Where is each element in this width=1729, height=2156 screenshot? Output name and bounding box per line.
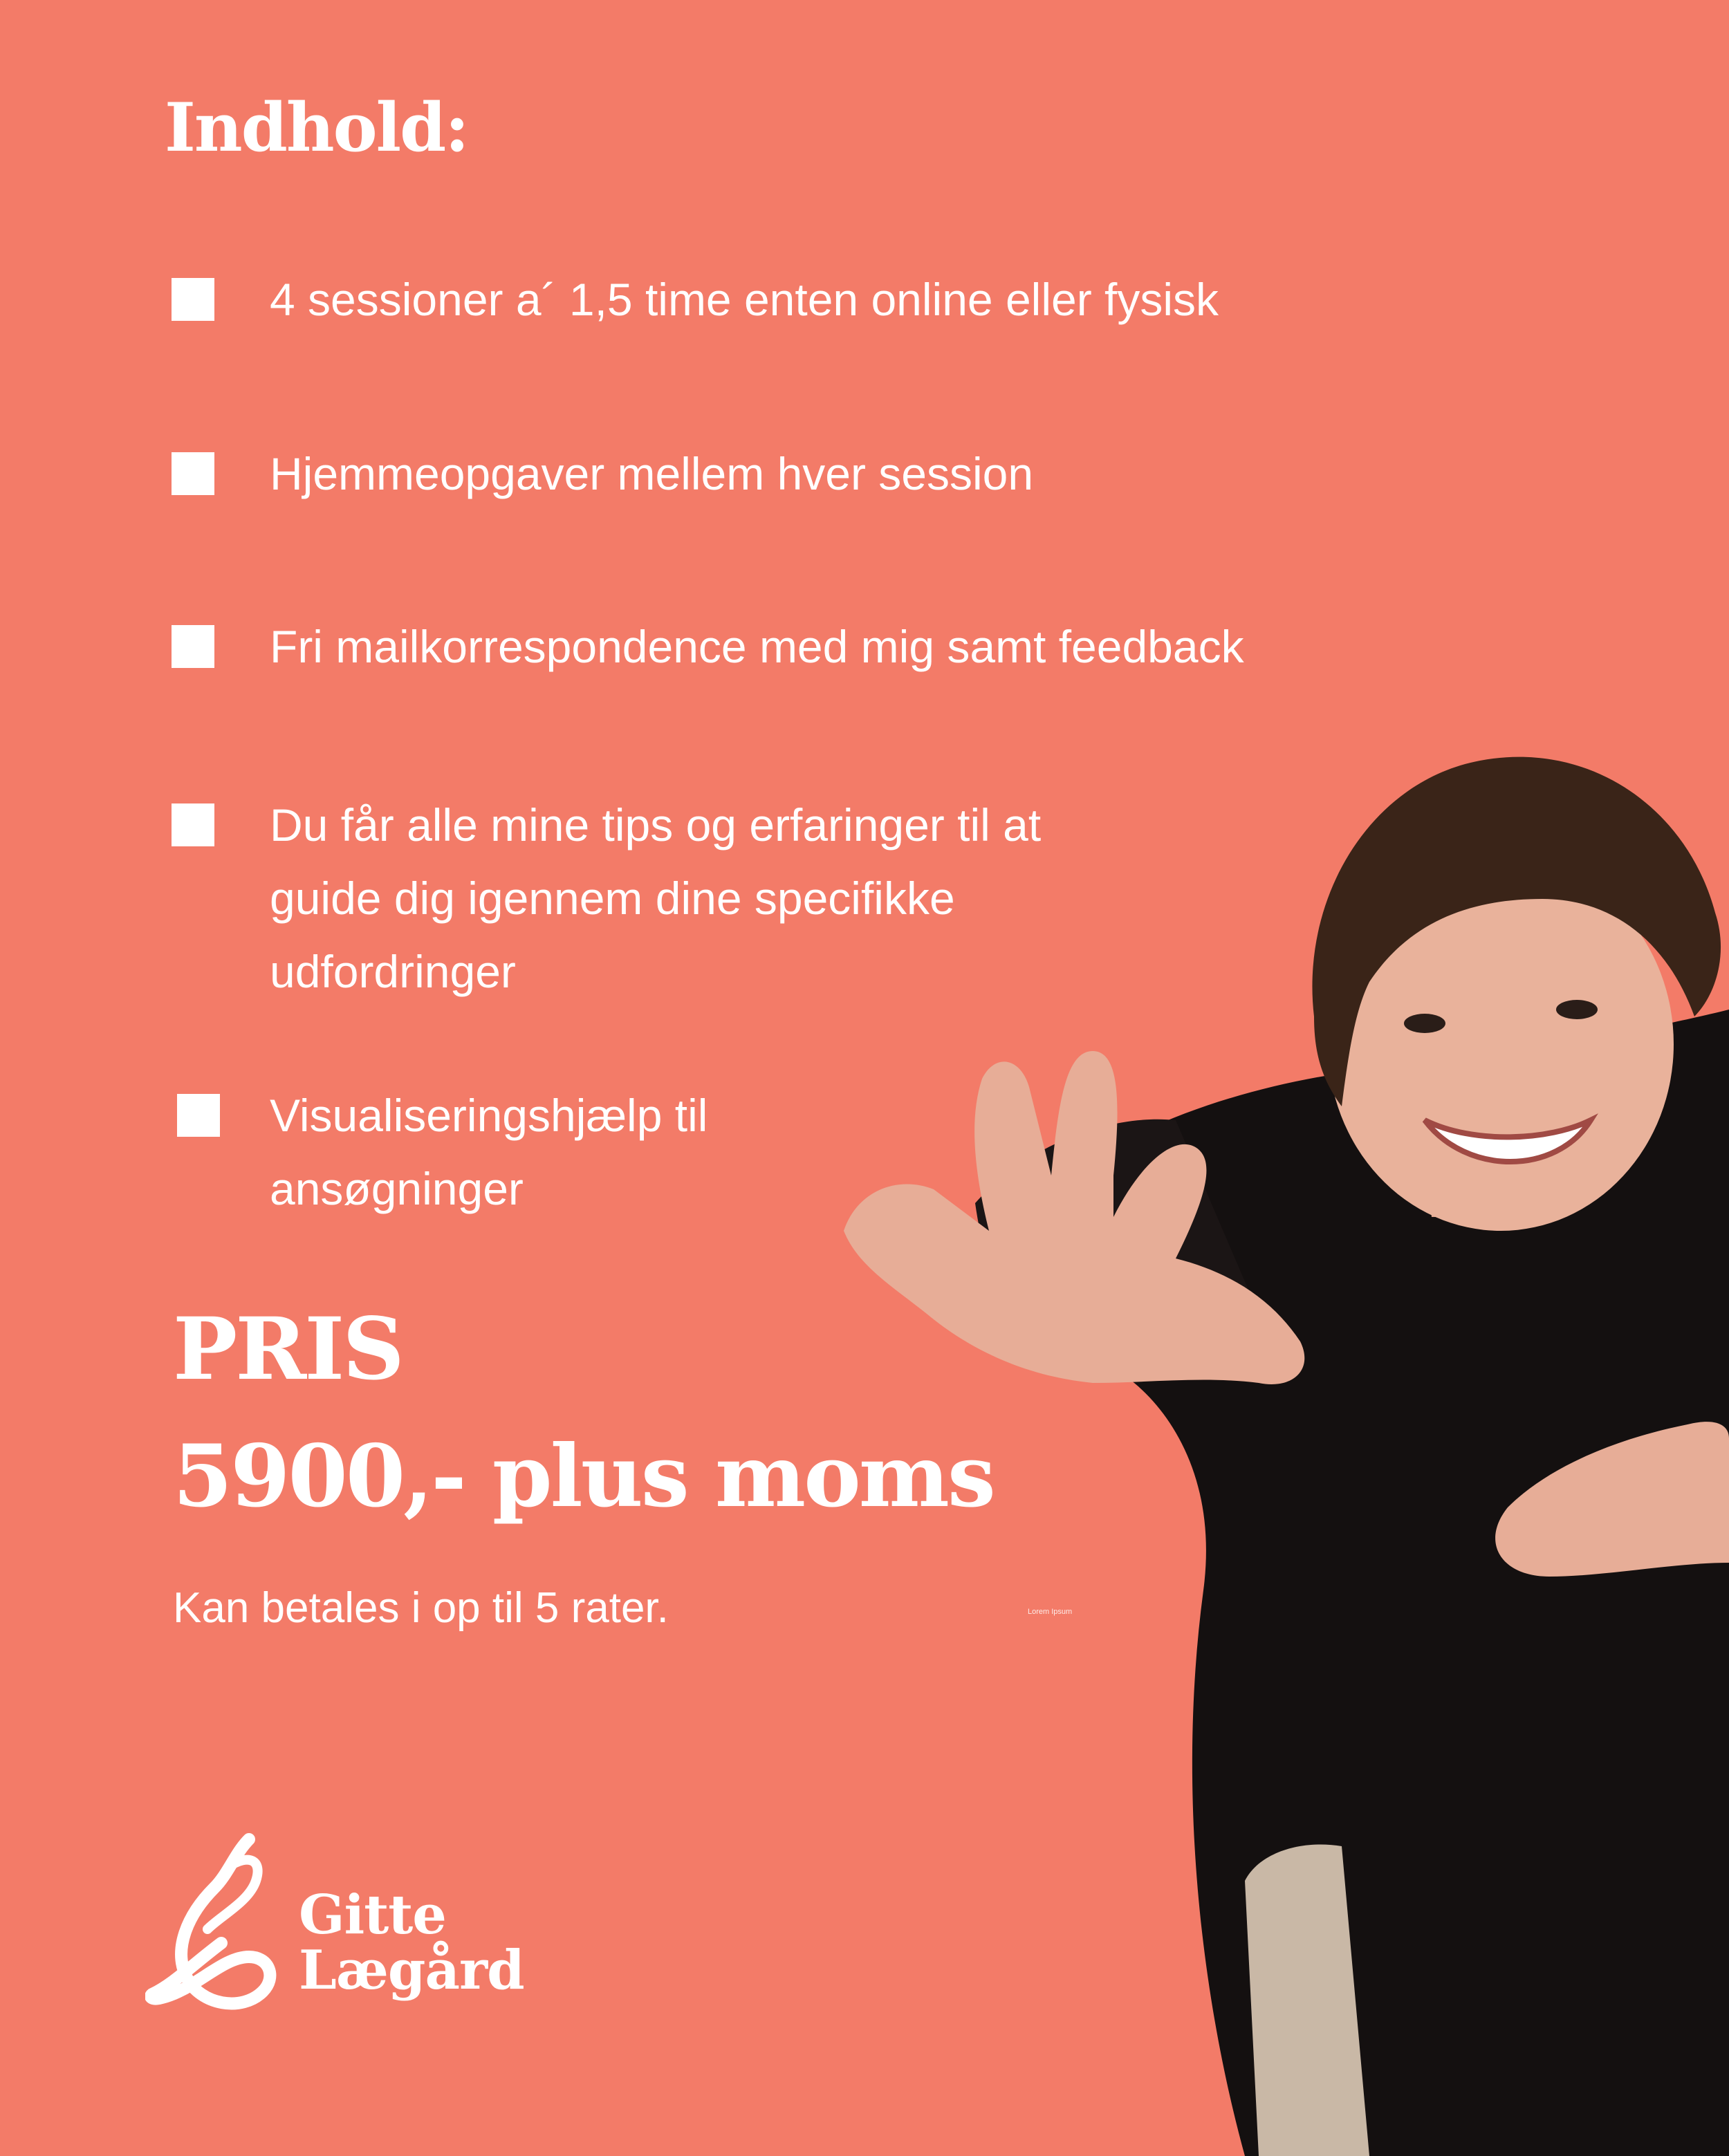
checkbox-square-icon [172, 803, 214, 846]
list-item-text: Visualiseringshjælp til ansøgninger [270, 1090, 708, 1214]
checkbox-square-icon [172, 452, 214, 495]
brand-logo [145, 1825, 574, 2033]
page-heading: Indhold: [165, 89, 468, 167]
list-item-text: 4 sessioner a´ 1,5 time enten online eller fysisk [270, 274, 1219, 325]
checkbox-square-icon [177, 1094, 220, 1137]
logo-monogram-icon [145, 1825, 284, 2033]
price-amount: 5900,- plus moms [173, 1427, 994, 1527]
logo-name-line1: Gitte [299, 1884, 446, 1946]
portrait-photo [816, 691, 1729, 2156]
list-item-text: Du får alle mine tips og erfaringer til at guide dig igennem dine specifikke udfordringer [270, 799, 1042, 997]
checkbox-square-icon [172, 625, 214, 668]
checkbox-square-icon [172, 278, 214, 321]
logo-name-line2: Lægård [299, 1939, 524, 2002]
list-item-text: Fri mailkorrespondence med mig samt feedback [270, 621, 1244, 672]
price-label: PRIS [173, 1299, 403, 1400]
list-item-text: Hjemmeopgaver mellem hver session [270, 448, 1034, 499]
payment-note: Kan betales i op til 5 rater. [173, 1584, 669, 1632]
placeholder-text: Lorem Ipsum [1028, 1608, 1073, 1616]
